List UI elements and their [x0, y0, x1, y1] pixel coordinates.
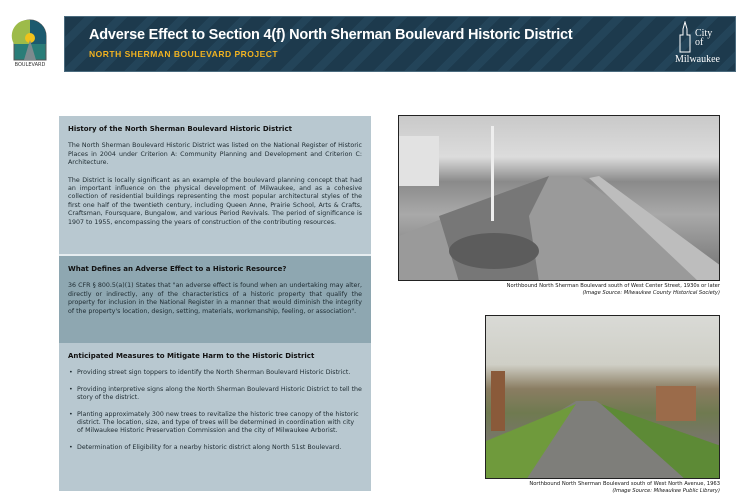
list-item: • Determination of Eligibility for a nearby historic district along North 51st Boulevard.	[68, 444, 362, 452]
list-item: • Providing street sign toppers to identify the North Sherman Boulevard Historic District.	[68, 369, 362, 377]
photo-1-caption-text: Northbound North Sherman Boulevard south of West Center Street, 1930s or later	[506, 283, 720, 289]
adverse-effect-section	[59, 256, 371, 343]
adverse-effect-heading: What Defines an Adverse Effect to a Historic Resource?	[68, 265, 287, 273]
photo-2-source: (Image Source: Milwaukee Public Library)	[612, 487, 720, 494]
info-panel	[59, 116, 371, 491]
history-paragraph: The North Sherman Boulevard Historic District was listed on the National Register of Historic Places in 2004 under Criterion A: Community Planning and Development and Criterion C: Architecture.	[68, 142, 362, 167]
mitigation-heading: Anticipated Measures to Mitigate Harm to the Historic District	[68, 352, 315, 360]
city-of-milwaukee-logo	[675, 21, 725, 67]
list-item: • Planting approximately 300 new trees to revitalize the historic tree canopy of the historic district. The location, size, and type of trees will be determined in coordination with city of Milwaukee Historic Preservation Commission and the city of Milwaukee Arborist.	[68, 411, 362, 436]
page-title: Adverse Effect to Section 4(f) North Sherman Boulevard Historic District	[89, 27, 573, 43]
history-paragraph: The District is locally significant as an example of the boulevard planning concept that had an important influence on the physical development of Milwaukee, and as a cohesive collection of residential buildings representing the most popular architectural styles of the first one half of the twentieth century, including Queen Anne, Prairie School, Arts & Crafts, Craftsman, Foursquare, Bungalow, and various Period Revivals. The period of significance is 1907 to 1955, encompassing the years of construction of the contributing resources.	[68, 176, 362, 226]
history-section	[59, 116, 371, 256]
header-banner	[64, 16, 736, 72]
adverse-effect-paragraph: 36 CFR § 800.5(a)(1) States that "an adverse effect is found when an undertaking may alter, directly or indirectly, any of the characteristics of a historic property that qualify the property for inclusion in the National Register in a manner that would diminish the integrity of the property's location, design, setting, materials, workmanship, feeling, or association".	[68, 282, 362, 315]
photo-2-caption	[529, 481, 720, 494]
city-logo-line3: Milwaukee	[675, 54, 720, 65]
svg-text:BOULEVARD: BOULEVARD	[14, 62, 46, 68]
mitigation-list	[68, 369, 362, 452]
list-item: • Providing interpretive signs along the North Sherman Boulevard Historic District to tell the story of the district.	[68, 386, 362, 403]
city-logo-line1: City	[695, 28, 713, 39]
city-logo-line2: of	[695, 37, 704, 48]
north-sherman-boulevard-logo	[10, 14, 50, 72]
photo-1-source: (Image Source: Milwaukee County Historical Society)	[582, 289, 720, 296]
history-heading: History of the North Sherman Boulevard Historic District	[68, 125, 292, 133]
project-subtitle: NORTH SHERMAN BOULEVARD PROJECT	[89, 49, 279, 59]
photo-2-caption-text: Northbound North Sherman Boulevard south of West North Avenue, 1963	[529, 481, 720, 487]
mitigation-section	[59, 343, 371, 491]
photo-1-caption	[507, 283, 720, 296]
historic-photo-1930s	[398, 115, 720, 281]
historic-photo-1963	[485, 315, 720, 479]
